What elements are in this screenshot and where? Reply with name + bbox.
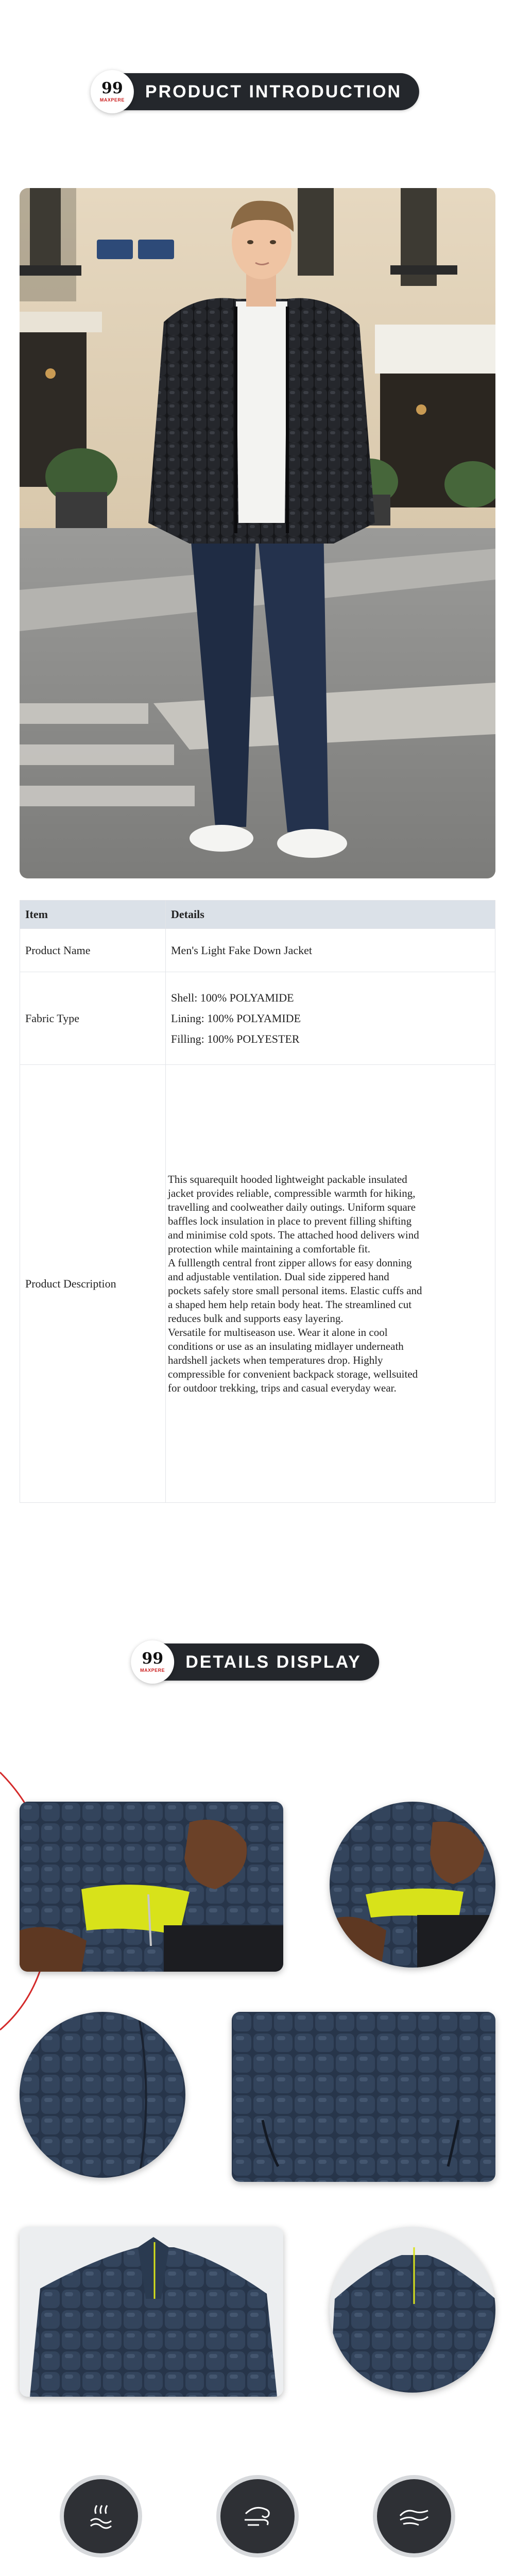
detail-pocket-circle-photo bbox=[330, 1802, 495, 1968]
description-line: This squarequilt hooded lightweight packable insulated bbox=[168, 1173, 407, 1185]
description-line: compressible for convenient backpack storage, wellsuited bbox=[168, 1367, 418, 1380]
street-scene-image bbox=[20, 188, 495, 878]
detail-pocket-photo bbox=[20, 1802, 283, 1972]
description-line: pockets safely store small personal items. Elastic cuffs and bbox=[168, 1284, 422, 1297]
description-line: A fulllength central front zipper allows for easy donning bbox=[168, 1256, 412, 1269]
description-line: and minimise cold spots. The attached hood delivers wind bbox=[168, 1228, 419, 1241]
row-label-fabric-type: Fabric Type bbox=[20, 972, 166, 1065]
spec-table bbox=[20, 900, 495, 1503]
description-line: and adjustable ventilation. Dual side zippered hand bbox=[168, 1270, 389, 1283]
brand-logo bbox=[131, 1640, 174, 1684]
logo-brand: MAXPERE bbox=[99, 97, 125, 103]
detail-quilt-circle-photo bbox=[20, 2012, 185, 2178]
row-value-product-name: Men's Light Fake Down Jacket bbox=[166, 929, 495, 972]
soft-icon bbox=[377, 2479, 451, 2553]
fabric-line: Filling: 100% POLYESTER bbox=[171, 1032, 300, 1045]
section-title: DETAILS DISPLAY bbox=[185, 1652, 362, 1672]
description-line: jacket provides reliable, compressible warmth for hiking, bbox=[168, 1187, 416, 1199]
detail-collar-photo bbox=[20, 2227, 283, 2397]
row-value-fabric-type bbox=[166, 972, 495, 1065]
detail-quilt-pocket-photo bbox=[232, 2012, 495, 2182]
description-line: Versatile for multiseason use. Wear it alone in cool bbox=[168, 1326, 388, 1338]
fabric-line: Lining: 100% POLYAMIDE bbox=[171, 1011, 301, 1025]
description-line: for outdoor trekking, trips and casual everyday wear. bbox=[168, 1381, 397, 1394]
description-line: reduces bulk and supports easy layering. bbox=[168, 1312, 344, 1325]
row-label-product-name: Product Name bbox=[20, 929, 166, 972]
fabric-line: Shell: 100% POLYAMIDE bbox=[171, 991, 294, 1004]
table-row bbox=[20, 929, 495, 972]
table-row bbox=[20, 972, 495, 1065]
detail-collar-circle-photo bbox=[330, 2227, 495, 2393]
table-row bbox=[20, 1065, 495, 1503]
header-details: Details bbox=[166, 901, 495, 929]
logo-number: 99 bbox=[142, 1650, 164, 1668]
description-line: a shaped hem help retain body heat. The streamlined cut bbox=[168, 1298, 412, 1311]
description-line: hardshell jackets when temperatures drop. Highly bbox=[168, 1353, 383, 1366]
description-line: travelling and coolweather daily outings. Uniform square bbox=[168, 1200, 416, 1213]
description-line: baffles lock insulation in place to prevent filling shifting bbox=[168, 1214, 412, 1227]
product-introduction-header bbox=[96, 73, 419, 110]
logo-number: 99 bbox=[101, 79, 123, 97]
logo-brand: MAXPERE bbox=[140, 1668, 165, 1673]
row-label-product-description: Product Description bbox=[20, 1065, 166, 1503]
breathable-icon bbox=[64, 2479, 138, 2553]
row-value-product-description bbox=[166, 1065, 495, 1503]
description-line: protection while maintaining a comfortable fit. bbox=[168, 1242, 371, 1255]
description-line: conditions or use as an insulating midlayer underneath bbox=[168, 1340, 404, 1352]
hero-model-photo bbox=[20, 188, 495, 878]
header-item: Item bbox=[20, 901, 166, 929]
windproof-icon bbox=[220, 2479, 295, 2553]
brand-logo bbox=[91, 70, 134, 113]
section-title: PRODUCT INTRODUCTION bbox=[145, 81, 402, 101]
table-header-row bbox=[20, 901, 495, 929]
details-display-header bbox=[136, 1643, 379, 1681]
